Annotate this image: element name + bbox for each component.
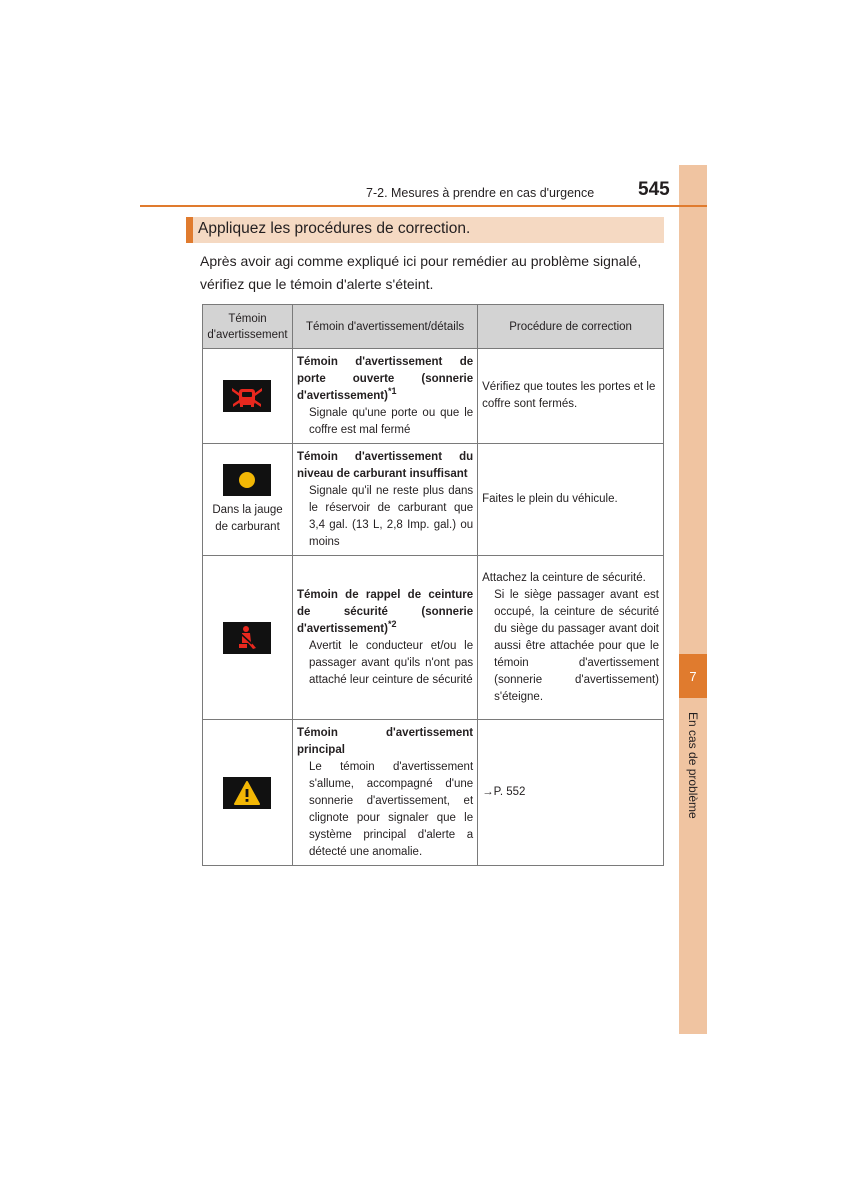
door-open-warning-icon: [223, 380, 271, 412]
intro-paragraph: Après avoir agi comme expliqué ici pour remédier au problème signalé, vérifiez que le témoin d'alerte s'éteint.: [200, 253, 642, 292]
banner-title: Appliquez les procédures de correction.: [198, 220, 471, 237]
chapter-title: En cas de problème: [686, 712, 700, 819]
warning-details: Le témoin d'avertissement s'allume, accompagné d'une sonnerie d'avertissement, et clignote pour signaler que le système principal d'alerte a détecté une anomalie.: [308, 760, 474, 858]
procedure-cell: [478, 556, 664, 720]
lamp-cell: [203, 720, 293, 866]
column-header-details: Témoin d'avertissement/détails: [292, 305, 477, 349]
warning-title: Témoin d'avertissement de porte ouverte (sonnerie d'avertissement)$^{*1}$: [296, 355, 474, 402]
section-title: 7-2. Mesures à prendre en cas d'urgence: [366, 186, 595, 200]
warning-details: Signale qu'une porte ou que le coffre est mal fermé: [308, 406, 474, 436]
details-cell: [292, 444, 477, 556]
procedure-cell: [478, 720, 664, 866]
warning-details: Avertit le conducteur et/ou le passager avant qu'ils n'ont pas attaché leur ceinture de sécurité: [308, 639, 474, 686]
details-cell: [292, 720, 477, 866]
table-row: [203, 556, 664, 720]
lamp-cell: [203, 349, 293, 444]
footnote-marker: *2: [387, 618, 397, 629]
table-header-row: [203, 305, 664, 349]
column-header-lamp: Témoin d'avertissement: [203, 305, 293, 349]
table-row: [203, 349, 664, 444]
page-reference-link[interactable]: →P. 552: [482, 786, 526, 798]
procedure-cell: [478, 349, 664, 444]
footnote-marker: *1: [387, 385, 397, 396]
lamp-caption: Dans la jauge de carburant: [212, 503, 283, 533]
chapter-number: 7: [679, 654, 707, 698]
header-divider: [140, 205, 707, 207]
procedure-text: Faites le plein du véhicule.: [482, 493, 618, 505]
chapter-side-tab: [679, 165, 707, 1034]
warning-title: Témoin de rappel de ceinture de sécurité (sonnerie d'avertissement)$^{*2}$: [296, 588, 474, 635]
procedure-text: Attachez la ceinture de sécurité.: [482, 571, 646, 584]
lamp-cell: [203, 444, 293, 556]
page-number: 545: [638, 179, 670, 200]
section-banner: [186, 217, 664, 243]
procedure-subtext: Si le siège passager avant est occupé, la ceinture de sécurité du siège du passager avant doit aussi être attachée pour que le témoin d'avertissement (sonnerie d'avertissement) s'éteigne.: [494, 588, 659, 703]
master-warning-icon: [223, 777, 271, 809]
procedure-text: Vérifiez que toutes les portes et le coffre sont fermés.: [482, 381, 656, 410]
banner-accent-bar: [186, 217, 193, 243]
warning-title: Témoin d'avertissement principal: [296, 726, 474, 756]
warning-title: Témoin d'avertissement du niveau de carburant insuffisant: [296, 450, 474, 480]
table-row: [203, 720, 664, 866]
lamp-cell: [203, 556, 293, 720]
low-fuel-warning-icon: [223, 464, 271, 496]
warning-table: [202, 304, 664, 866]
details-cell: [292, 556, 477, 720]
seatbelt-reminder-icon: [223, 622, 271, 654]
warning-details: Signale qu'il ne reste plus dans le réservoir de carburant que 3,4 gal. (13 L, 2,8 Imp. gal.) ou moins: [308, 484, 474, 548]
table-row: [203, 444, 664, 556]
column-header-procedure: Procédure de correction: [478, 305, 664, 349]
details-cell: [292, 349, 477, 444]
procedure-cell: [478, 444, 664, 556]
